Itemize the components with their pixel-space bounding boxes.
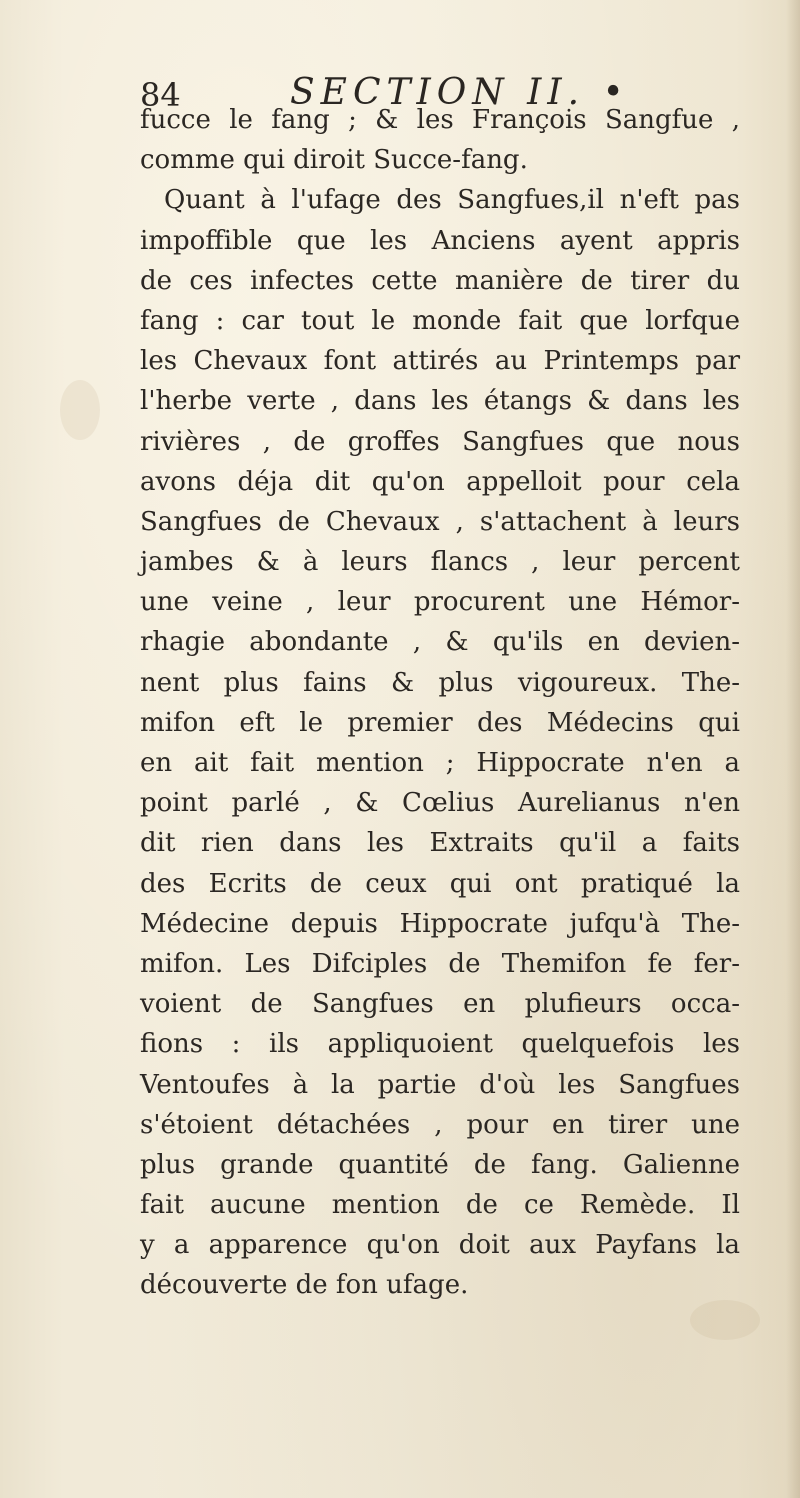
text-line: nent plus fains & plus vigoureux. The- xyxy=(140,667,740,698)
text-line: mifon. Les Difciples de Themifon fe fer- xyxy=(140,948,740,979)
text-line: Quant à l'ufage des Sangfues,il n'eft pas xyxy=(164,185,740,216)
page-number: 84 xyxy=(140,76,181,114)
text-line: Sangfues de Chevaux , s'attachent à leurs xyxy=(140,506,740,537)
text-line: mifon eft le premier des Médecins qui xyxy=(140,707,740,738)
text-line: rivières , de groffes Sangfues que nous xyxy=(140,426,740,457)
text-line: fions : ils appliquoient quelquefois les xyxy=(140,1029,740,1060)
text-line: avons déja dit qu'on appelloit pour cela xyxy=(140,466,740,497)
text-line: dit rien dans les Extraits qu'il a faits xyxy=(140,828,740,859)
text-line: fucce le fang ; & les François Sangfue , xyxy=(140,105,740,135)
text-line: voient de Sangfues en plufieurs occa- xyxy=(140,989,740,1020)
text-body xyxy=(140,100,740,1306)
text-line: rhagie abondante , & qu'ils en devien- xyxy=(140,627,740,658)
text-line: comme qui diroit Succe-fang. xyxy=(140,145,528,176)
text-line: point parlé , & Cœlius Aurelianus n'en xyxy=(140,788,740,819)
text-line: en ait fait mention ; Hippocrate n'en a xyxy=(140,748,740,778)
text-line: l'herbe verte , dans les étangs & dans les xyxy=(140,386,740,417)
text-line: plus grande quantité de fang. Galienne xyxy=(140,1149,740,1180)
text-line: des Ecrits de ceux qui ont pratiqué la xyxy=(140,868,740,899)
text-line: découverte de fon ufage. xyxy=(140,1270,469,1301)
paper-stain xyxy=(60,380,100,440)
text-line: impoffible que les Anciens ayent appris xyxy=(140,225,740,256)
text-line: Ventoufes à la partie d'où les Sangfues xyxy=(140,1069,740,1100)
paper-stain xyxy=(690,1300,760,1340)
running-head: SECTION II. • xyxy=(290,72,630,113)
text-line: Médecine depuis Hippocrate jufqu'à The- xyxy=(140,908,740,939)
text-line: s'étoient détachées , pour en tirer une xyxy=(140,1109,740,1140)
text-line: y a apparence qu'on doit aux Payfans la xyxy=(140,1230,740,1261)
text-line: jambes & à leurs flancs , leur percent xyxy=(140,547,740,578)
text-line: fait aucune mention de ce Remède. Il xyxy=(140,1190,740,1221)
text-line: les Chevaux font attirés au Printemps par xyxy=(140,346,740,377)
page-edge-shadow xyxy=(786,0,800,1498)
text-line: de ces infectes cette manière de tirer du xyxy=(140,265,740,296)
text-line: une veine , leur procurent une Hémor- xyxy=(140,587,740,618)
text-line: fang : car tout le monde fait que lorfque xyxy=(140,305,740,336)
